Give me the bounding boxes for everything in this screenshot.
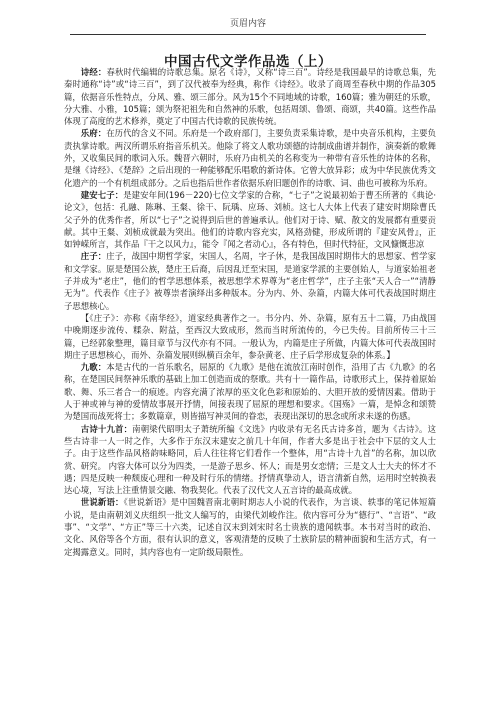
entry-text: 在历代的含义不同。乐府是一个政府部门，主要负责采集诗歌，是中央音乐机构，主要负责执掌诗歌。两汉所谓乐府指音乐机关。他除了将文人歌功颂德的诗制成曲谱并制作，演奏新的歌舞外，又收集民间的歌词入乐。魏晋六朝时，乐府乃由机关的名称变为一种带有音乐性的诗体的名称，是继《诗经》、《楚辞》之后出现的一种能够配乐唱歌的新诗体。它曾大放异彩；成为中华民族优秀文化遗产的一个有机组成部分。之后也指后世作者依据乐府旧题创作的诗歌、词、曲也可被称为乐府。 — [64, 128, 437, 188]
entry-term: 古诗十九首： — [80, 423, 133, 434]
entry-term: 九歌： — [80, 362, 107, 373]
entry-term: 世说新语： — [80, 497, 124, 508]
entry-jiuge — [64, 361, 436, 422]
entry-shishuo-xinyu — [64, 496, 436, 557]
document-title: 中国古代文学作品选（上） — [164, 54, 332, 70]
entry-text: 【《庄子》：亦称《南华经》，道家经典著作之一。书分内、外、杂篇，原有五十二篇，乃由战国中晚期逐步流传、糅杂、附益，至西汉大致成形，然而当时所流传的，今已失传。目前所传三十三篇，已经郭象整理，篇目章节与汉代亦有不同。一般认为，内篇是庄子所做，内篇大体可代表战国时期庄子思想核心，而外、杂篇发展则纵横百余年，参杂黄老、庄子后学形成复杂的体系。】 — [64, 312, 436, 360]
page-header — [70, 16, 426, 35]
entry-text: 庄子，战国中期哲学家，宋国人，名周，字子休，是我国战国时期伟大的思想家、哲学家和文学家。原是楚国公族，楚庄王后裔，后因乱迁至宋国，是道家学派的主要创始人，与道家始祖老子并成为“老庄”，他们的哲学思想体系，被思想学术界尊为“老庄哲学”，庄子主张“天人合一”“清静无为”。代表作《庄子》被尊崇者演绎出多种版本。分为内、外、杂篇，内篇大体可代表战国时期庄子思想核心。 — [64, 251, 437, 311]
document-body — [64, 66, 436, 558]
entry-zhuangzi-book — [64, 312, 436, 361]
entry-term: 乐府： — [80, 128, 107, 139]
entry-text: 是建安年间(196－220)七位文学家的合称，“七子”之说最初始于曹丕所著的《典论·论文》，包括：孔融、陈琳、王粲、徐干、阮瑀、应玚、刘桢。这七人大体上代表了建安时期除曹氏父子外的优秀作者，所以“七子”之说得到后世的普遍承认。他们对于诗、赋、散文的发展都有重要贡献。其中王粲、刘桢成就最为突出。他们的诗歌内容充实，风格劲健，形成所谓的『建安风骨』，正如钟嵘所言，其作品『干之以风力』，能令『闻之者动心』，各有特色，但时代特征，文风慷慨悲凉 — [64, 189, 437, 250]
entry-yuefu — [64, 127, 436, 188]
entry-shijing — [64, 66, 436, 127]
entry-zhuangzi — [64, 250, 436, 311]
entry-term: 建安七子： — [80, 189, 124, 200]
entry-text: 本是古代的一首乐歌名，屈原的《九歌》是他在流放江南时创作，沿用了古《九歌》的名称，在楚国民间祭神乐歌的基础上加工创造而成的祭歌。共有十一篇作品，诗歌形式上，保持着原始歌、舞、乐三者合一的痕迹。内容充满了浓厚的巫文化色彩和原始的、大胆开放的爱情因素。借助于人于神或神与神的爱情故事展开抒情，间接表现了屈原的理想和要求。《国殇》一篇，是悼念和颂赞为楚国而战死将士；多数篇章，则皆描写神灵间的眷恋，表现出深切的思念或所求未遂的伤感。 — [64, 362, 437, 422]
entry-text: 《世说新语》是中国魏晋南北朝时期志人小说的代表作，为言谈、轶事的笔记体短篇小说，是由南朝刘义庆组织一批文人编写的，由梁代刘峻作注。依内容可分为“德行”、“言语”、“政事”、“文学”、“方正”等三十六类，记述自汉末到刘宋时名士贵族的遗闻轶事。本书对当时的政治、文化、风俗等各个方面，很有认识的意义，客观清楚的反映了士族阶层的精神面貌和生活方式，有一定揭露意义。同时，其内容也有一定阶级局限性。 — [64, 497, 436, 557]
entry-term: 诗经： — [80, 67, 107, 77]
page-header-text: 页眉内容 — [229, 19, 266, 29]
entry-gushi-shijiu-shou — [64, 423, 436, 497]
entry-term: 庄子： — [80, 251, 107, 262]
entry-jianan-qizi — [64, 189, 436, 250]
entry-text: 春秋时代编辑的诗歌总集。原名《诗》，又称“诗三百”。诗经是我国最早的诗歌总集，先秦时通称“诗”或“诗三百”，到了汉代被奉为经典，称作《诗经》。收录了商周至春秋中期的作品305篇，依据音乐性特点，分风、雅、颂三部分。风为15个不同地域的诗歌，160篇；雅为朝廷的乐歌，分大雅、小雅，105篇；颂为祭祀祖先和自然神的乐歌，包括周颂、鲁颂、商颂，共40篇。这些作品体现了高度的艺术修养，奠定了中国古代诗歌的民族传统。 — [64, 67, 437, 127]
entry-text: 南朝梁代昭明太子萧统所编《文选》内收录有无名氏古诗多首，题为《古诗》。这些古诗非一人一时之作，大多作于东汉末建安之前几十年间，作者大多是出于社会中下层的文人士子。由于这些作品风格韵味略同，后人往往将它们看作一个整体，用“古诗十九首”的名称，加以欣赏、研究。 内容大体可以分为四类，一是游子思乡、怀人；而是男女恋情；三是文人士大夫的怀才不遇；四是反映一种颓废心理和一种及时行乐的情绪。抒情真挚动人，语言清新自然，运用时空转换表达心境，写法上注重情景交融、物我契化。代表了汉代文人五言诗的最高成就。 — [64, 423, 436, 496]
